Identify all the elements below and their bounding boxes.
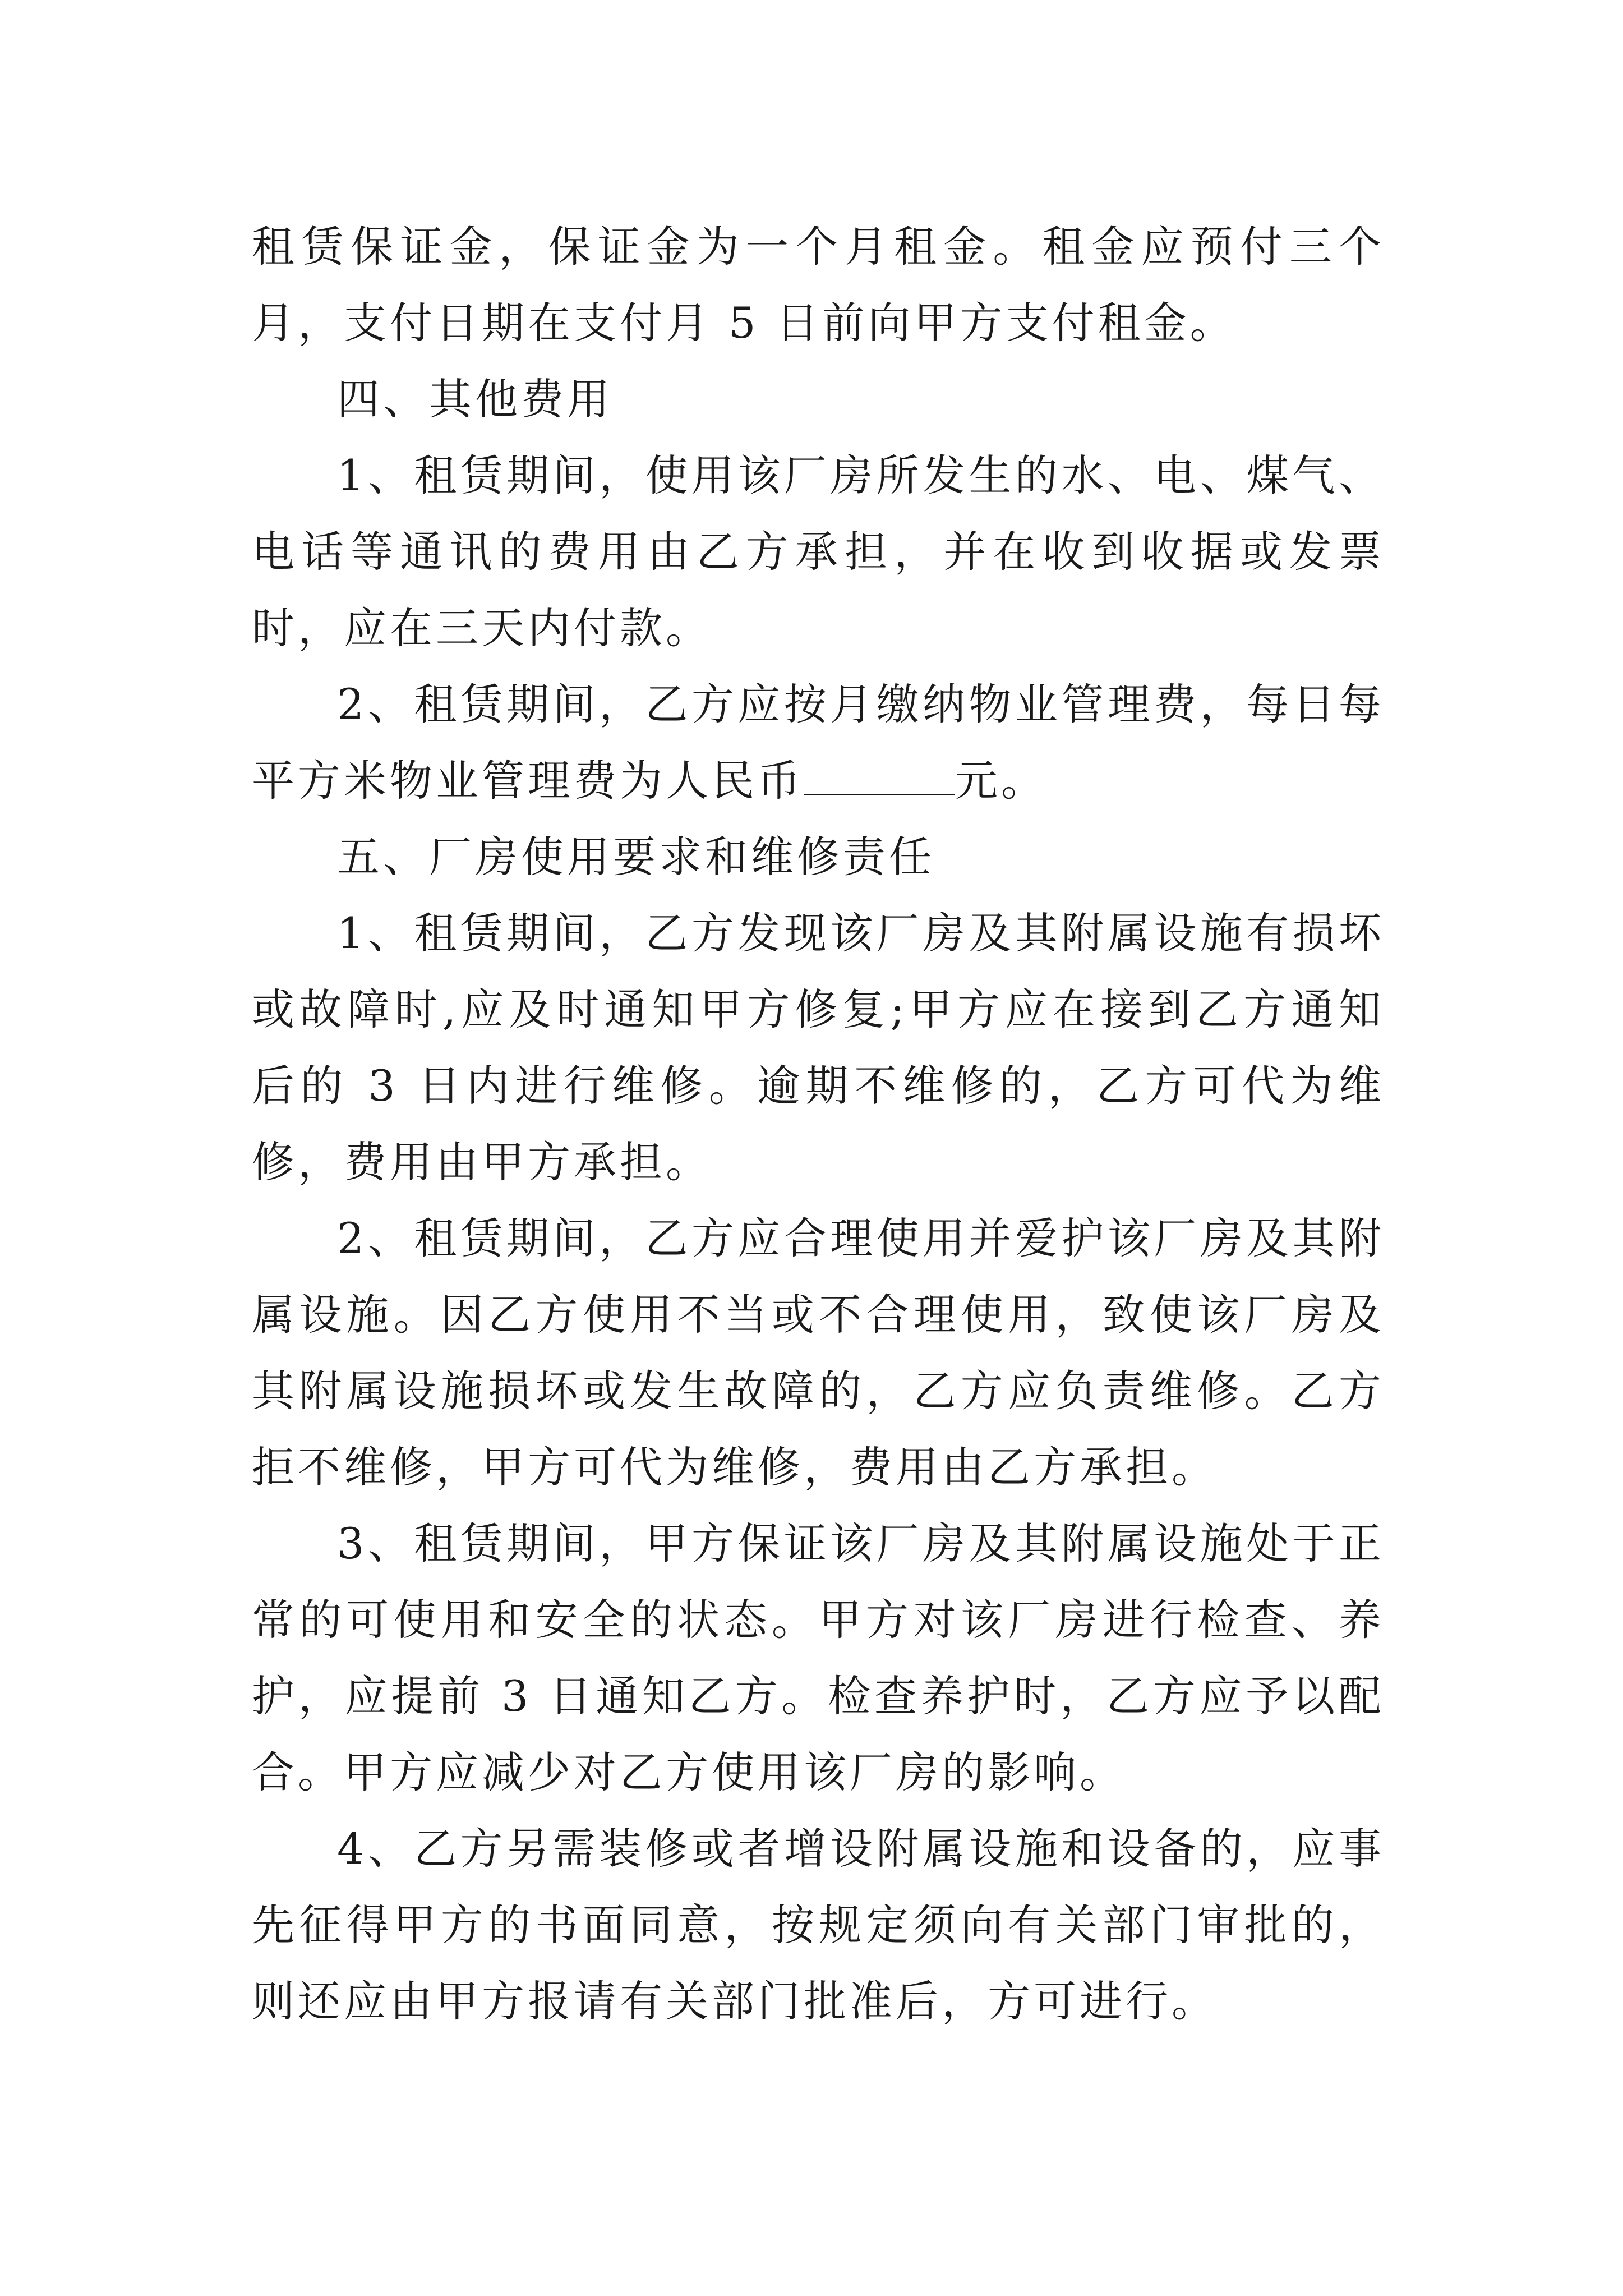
paragraph-renovation: 4、乙方另需装修或者增设附属设施和设备的，应事先征得甲方的书面同意，按规定须向有关部门审批的，则还应由甲方报请有关部门批准后，方可进行。 (252, 1824, 1385, 2026)
paragraph-proper-use: 2、租赁期间，乙方应合理使用并爱护该厂房及其附属设施。因乙方使用不当或不合理使用，致使该厂房及其附属设施损坏或发生故障的，乙方应负责维修。乙方拒不维修，甲方可代为维修，费用由乙方承担。 (252, 1213, 1385, 1492)
paragraph-safety-inspection: 3、租赁期间，甲方保证该厂房及其附属设施处于正常的可使用和安全的状态。甲方对该厂房进行检查、养护，应提前 3 日通知乙方。检查养护时，乙方应予以配合。甲方应减少对乙方使用该厂房的影响。 (252, 1519, 1385, 1797)
paragraph-utilities: 1、租赁期间，使用该厂房所发生的水、电、煤气、电话等通讯的费用由乙方承担，并在收到收据或发票时，应在三天内付款。 (252, 450, 1385, 653)
section-heading-other-fees: 四、其他费用 (337, 374, 613, 424)
property-fee-unit: 元。 (955, 756, 1047, 806)
paragraph-property-fee (252, 666, 1385, 819)
section-heading-usage-maintenance: 五、厂房使用要求和维修责任 (337, 832, 935, 882)
document-body (252, 209, 1385, 2040)
property-fee-text: 2、租赁期间，乙方应按月缴纳物业管理费，每日每平方米物业管理费为人民币 (252, 679, 1385, 806)
fill-in-blank (804, 761, 955, 795)
paragraph-repair-notice: 1、租赁期间，乙方发现该厂房及其附属设施有损坏或故障时,应及时通知甲方修复;甲方应在接到乙方通知后的 3 日内进行维修。逾期不维修的，乙方可代为维修，费用由甲方承担。 (252, 908, 1385, 1187)
paragraph-deposit-terms: 租赁保证金，保证金为一个月租金。租金应预付三个月，支付日期在支付月 5 日前向甲方支付租金。 (252, 222, 1385, 348)
